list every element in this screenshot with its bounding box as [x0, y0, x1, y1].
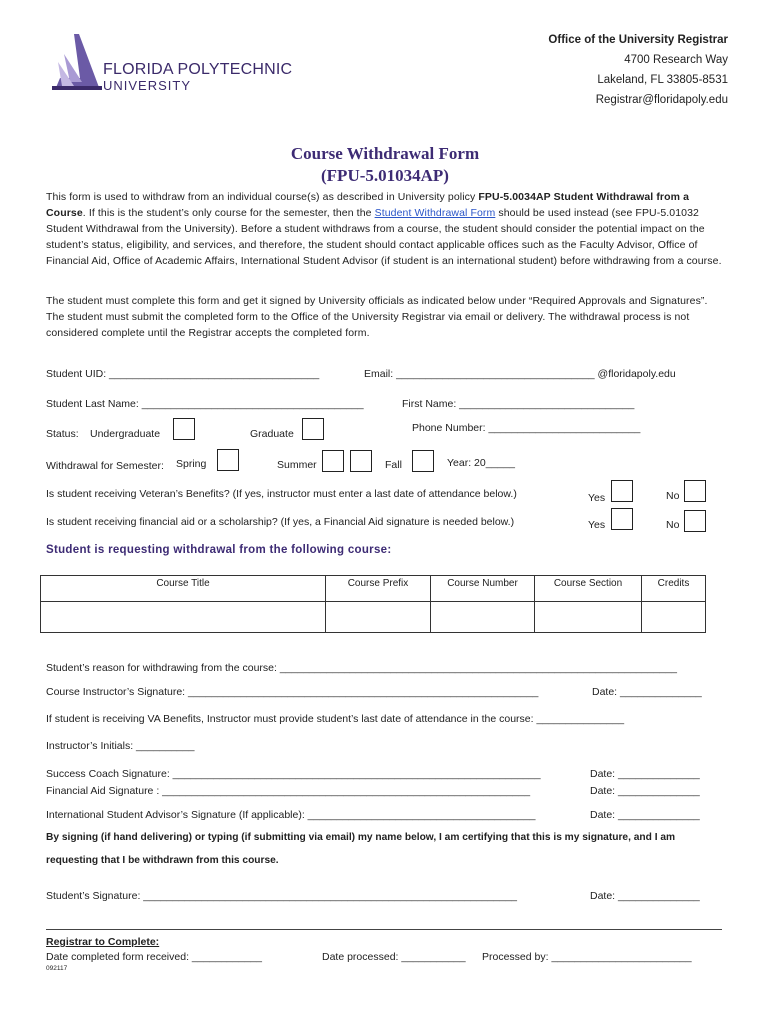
column-course-section: Course Section	[535, 576, 642, 602]
logo-name: FLORIDA POLYTECHNIC	[103, 61, 293, 78]
aid-no-checkbox[interactable]	[684, 510, 706, 532]
column-course-prefix: Course Prefix	[326, 576, 431, 602]
office-title: Office of the University Registrar	[548, 34, 728, 46]
financial-aid-date-field[interactable]: Date: ______________	[590, 785, 700, 797]
intl-advisor-signature-field[interactable]: International Student Advisor’s Signature (If applicable): _______________________________________	[46, 809, 536, 821]
course-number-cell[interactable]	[431, 602, 535, 633]
undergraduate-label: Undergraduate	[90, 428, 161, 440]
course-section-cell[interactable]	[535, 602, 642, 633]
veterans-no-checkbox[interactable]	[684, 480, 706, 502]
registrar-heading: Registrar to Complete:	[46, 936, 160, 948]
graduate-label: Graduate	[250, 428, 294, 440]
fall-checkbox[interactable]	[412, 450, 434, 472]
spring-checkbox[interactable]	[217, 449, 239, 471]
reason-field[interactable]: Student’s reason for withdrawing from the course: ____________________________________________________________________	[46, 662, 677, 674]
fall-label: Fall	[385, 459, 402, 471]
intro-text-c: should be used instead (see FPU-5.01032 Student Withdrawal from the University). Before a student withdraws from a course, the student should consider the potential impact on the student’s status, eligibility, and services, and therefore, the student should contact applicable offices such as the Faculty Advisor, Office of Financial Aid, Office of Academic Affairs, International Student Advisor (if student is an international student) before withdrawing from a course.	[46, 207, 722, 267]
address-line-2: Lakeland, FL 33805-8531	[597, 74, 728, 86]
column-course-title: Course Title	[41, 576, 326, 602]
date-processed-field[interactable]: Date processed: ___________	[322, 951, 466, 963]
veterans-yes-checkbox[interactable]	[611, 480, 633, 502]
student-withdrawal-form-link[interactable]: Student Withdrawal Form	[374, 207, 496, 219]
first-name-field[interactable]: First Name: ______________________________	[402, 398, 635, 410]
course-section-title: Student is requesting withdrawal from the following course:	[46, 544, 392, 556]
course-prefix-cell[interactable]	[326, 602, 431, 633]
aid-yes-checkbox[interactable]	[611, 508, 633, 530]
certification-statement-1: By signing (if hand delivering) or typing (if submitting via email) my name below, I am certifying that this is my signature, and I am	[46, 832, 676, 843]
status-label: Status:	[46, 428, 79, 440]
office-email[interactable]: Registrar@floridapoly.edu	[595, 94, 728, 106]
policy-name: FPU-5.0034AP Student Withdrawal from a Course	[46, 191, 690, 219]
divider-line	[46, 929, 722, 930]
graduate-checkbox[interactable]	[302, 418, 324, 440]
year-field[interactable]: Year: 20_____	[447, 457, 515, 469]
last-name-field[interactable]: Student Last Name: ______________________________________	[46, 398, 364, 410]
email-field[interactable]: Email: __________________________________ @floridapoly.edu	[364, 368, 676, 380]
instructions-paragraph: The student must complete this form and get it signed by University officials as indicated below under “Required Approvals and Signatures”. The student must submit the completed form to the Office of the University Registrar via email or delivery. The withdrawal process is not considered complete until the Registrar accepts the completed form.	[46, 295, 708, 339]
address-line-1: 4700 Research Way	[624, 54, 728, 66]
success-coach-date-field[interactable]: Date: ______________	[590, 768, 700, 780]
veterans-question: Is student receiving Veteran’s Benefits? (If yes, instructor must enter a last date of attendance below.)	[46, 488, 517, 500]
student-uid-field[interactable]: Student UID: ____________________________________	[46, 368, 320, 380]
logo-university: UNIVERSITY	[103, 78, 192, 93]
student-date-field[interactable]: Date: ______________	[590, 890, 700, 902]
veterans-yes-label: Yes	[588, 492, 606, 504]
summer-checkbox-b[interactable]	[350, 450, 372, 472]
intro-paragraph	[46, 189, 726, 269]
financial-aid-signature-field[interactable]: Financial Aid Signature : _______________________________________________________________	[46, 785, 531, 797]
phone-field[interactable]: Phone Number: __________________________	[412, 422, 641, 434]
instructor-initials-field[interactable]: Instructor’s Initials: __________	[46, 740, 195, 752]
course-table	[40, 575, 706, 633]
intro-text-a: This form is used to withdraw from an individual course(s) as described in University policy	[46, 191, 479, 203]
spring-label: Spring	[176, 458, 207, 470]
form-title: Course Withdrawal Form	[290, 144, 480, 163]
veterans-no-label: No	[666, 490, 680, 502]
summer-checkbox-a[interactable]	[322, 450, 344, 472]
instructor-signature-field[interactable]: Course Instructor’s Signature: ____________________________________________________________	[46, 686, 539, 698]
processed-by-field[interactable]: Processed by: ________________________	[482, 951, 692, 963]
date-received-field[interactable]: Date completed form received: ____________	[46, 951, 262, 963]
instructor-date-field[interactable]: Date: ______________	[592, 686, 702, 698]
office-address	[548, 30, 728, 110]
credits-cell[interactable]	[642, 602, 706, 633]
intl-advisor-date-field[interactable]: Date: ______________	[590, 809, 700, 821]
course-table-header	[41, 576, 706, 602]
form-code: (FPU-5.01034AP)	[321, 166, 449, 185]
undergraduate-checkbox[interactable]	[173, 418, 195, 440]
student-signature-field[interactable]: Student’s Signature: ________________________________________________________________	[46, 890, 518, 902]
va-attendance-field[interactable]: If student is receiving VA Benefits, Instructor must provide student’s last date of attendance in the course: _______________	[46, 713, 625, 725]
course-title-cell[interactable]	[41, 602, 326, 633]
course-table-row	[41, 602, 706, 633]
column-course-number: Course Number	[431, 576, 535, 602]
aid-no-label: No	[666, 519, 680, 531]
column-credits: Credits	[642, 576, 706, 602]
summer-label: Summer	[277, 459, 317, 471]
form-version-code: 092117	[46, 965, 68, 972]
withdrawal-semester-label: Withdrawal for Semester:	[46, 460, 164, 472]
intro-text-b: . If this is the student’s only course for the semester, then the	[82, 207, 375, 219]
financial-aid-question: Is student receiving financial aid or a scholarship? (If yes, a Financial Aid signature is needed below.)	[46, 516, 515, 528]
certification-statement-2: requesting that I be withdrawn from this course.	[46, 855, 279, 866]
success-coach-signature-field[interactable]: Success Coach Signature: _______________________________________________________________	[46, 768, 541, 780]
aid-yes-label: Yes	[588, 519, 606, 531]
